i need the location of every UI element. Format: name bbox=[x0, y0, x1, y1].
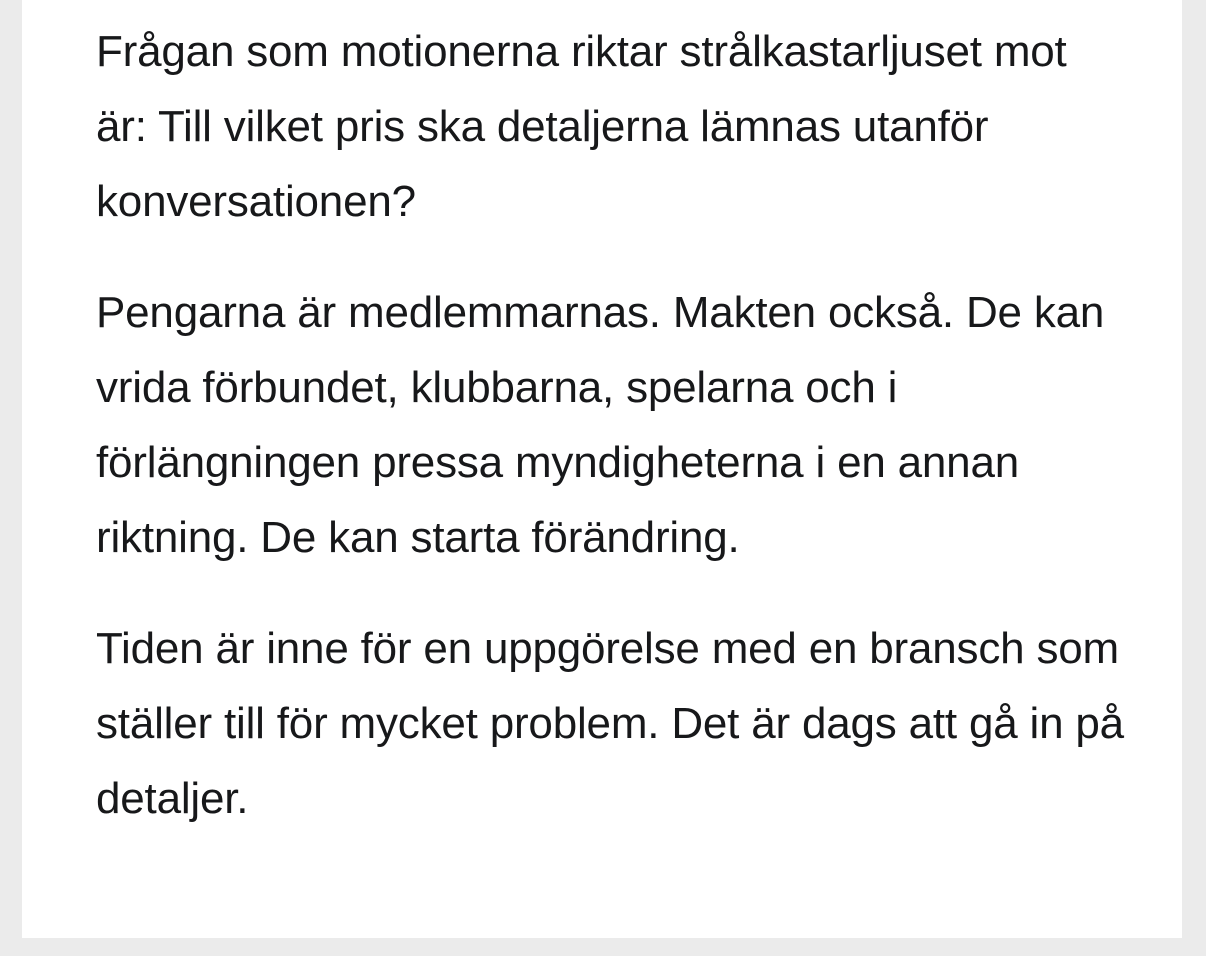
article-paragraph: Pengarna är medlemmarnas. Makten också. De kan vrida förbundet, klubbarna, spelarna och i förlängningen pressa myndigheterna i en annan riktning. De kan starta förändring. bbox=[96, 288, 1105, 562]
bottom-gutter bbox=[0, 938, 1206, 956]
scrollbar[interactable] bbox=[1194, 0, 1202, 956]
article-paragraph: Tiden är inne för en uppgörelse med en bransch som ställer till för mycket problem. Det är dags att gå in på detaljer. bbox=[96, 624, 1124, 823]
article-paragraph: Frågan som motionerna riktar strålkastarljuset mot är: Till vilket pris ska detaljerna lämnas utanför konversationen? bbox=[96, 27, 1067, 226]
left-gutter bbox=[0, 0, 22, 956]
article-sheet bbox=[22, 0, 1182, 938]
article-body bbox=[96, 0, 1126, 836]
